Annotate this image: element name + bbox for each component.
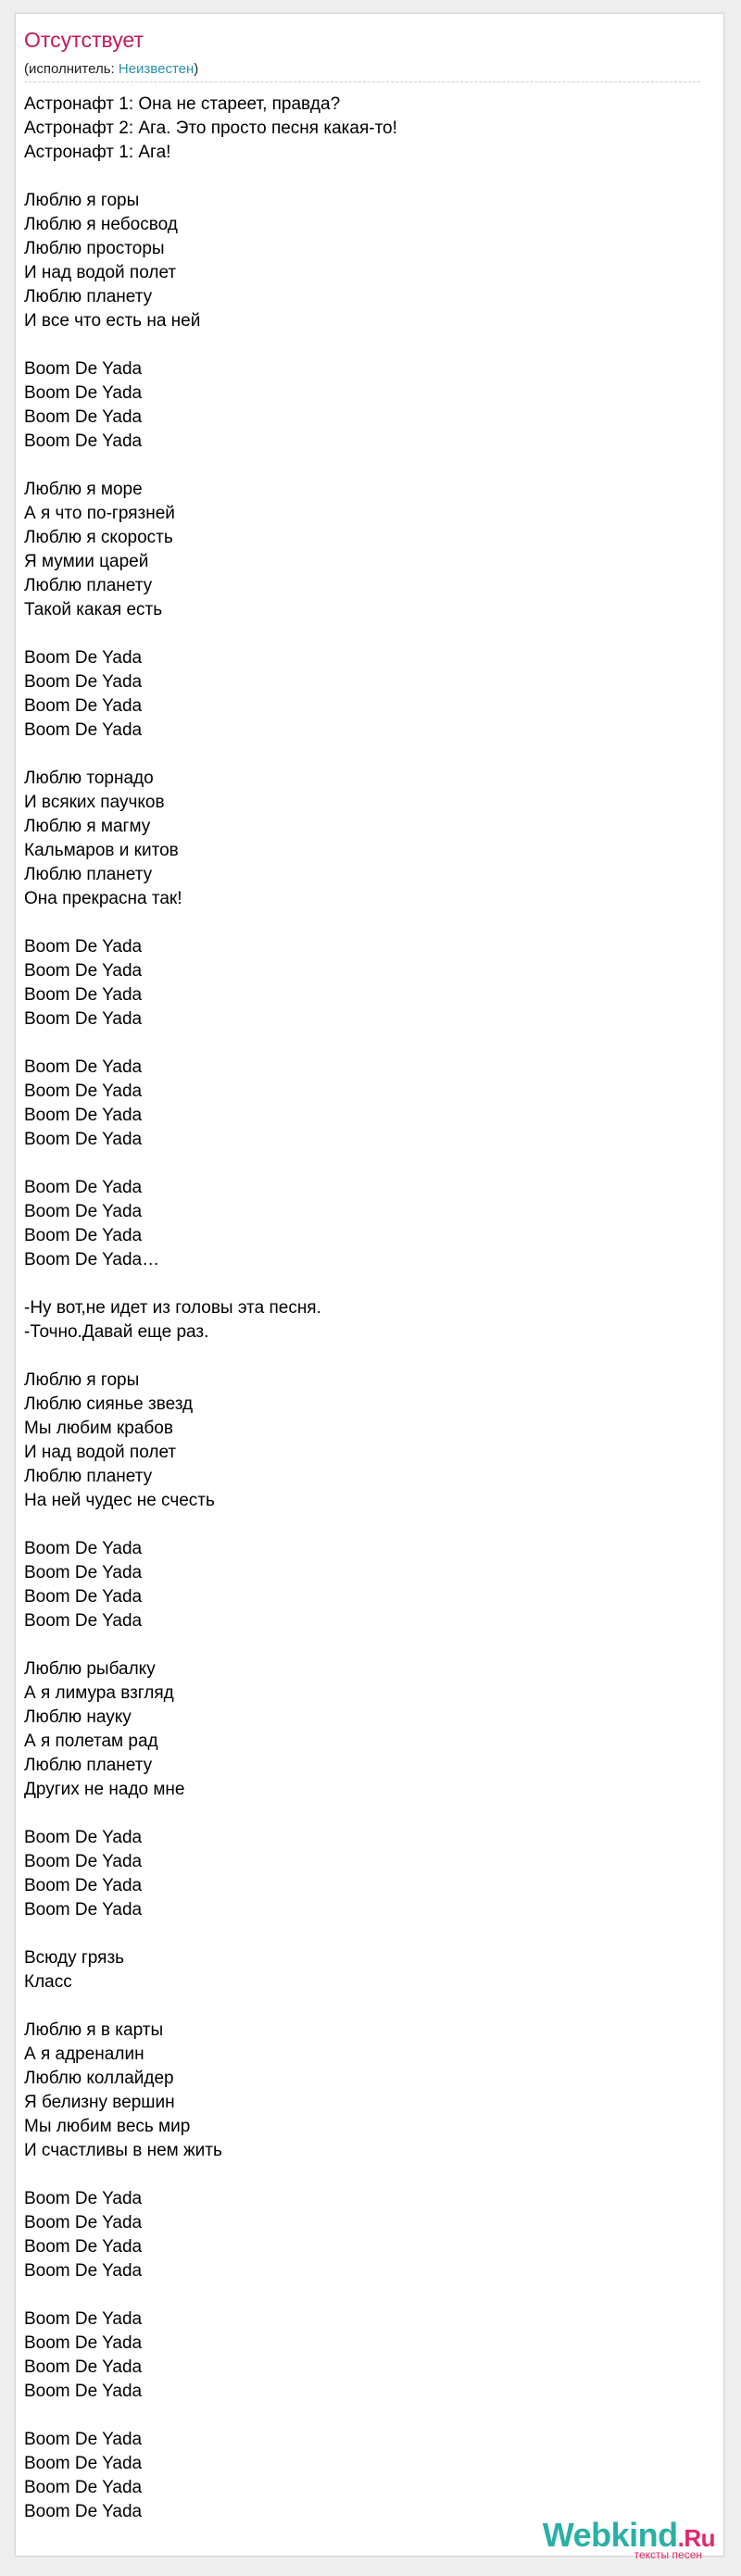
- lyric-line: Люблю планету: [24, 287, 153, 306]
- lyric-blank-line: [24, 911, 691, 935]
- lyric-line: Boom De Yada: [24, 696, 143, 716]
- lyric-line: Boom De Yada: [24, 1202, 143, 1221]
- lyric-line: Люблю я море: [24, 480, 143, 499]
- lyric-line: Boom De Yada: [24, 1130, 143, 1149]
- artist-link[interactable]: Неизвестен: [118, 61, 195, 77]
- lyric-blank-line: [24, 1513, 691, 1537]
- lyric-line: Люблю я горы: [24, 1370, 140, 1390]
- lyric-line: Boom De Yada: [24, 2189, 143, 2208]
- lyric-line: А я полетам рад: [24, 1732, 158, 1751]
- lyric-line: Она прекрасна так!: [24, 889, 182, 908]
- lyric-line: Я белизну вершин: [24, 2093, 175, 2112]
- lyric-line: Boom De Yada: [24, 2213, 143, 2232]
- lyric-line: И счастливы в нем жить: [24, 2141, 222, 2160]
- lyric-blank-line: [24, 1922, 691, 1946]
- lyric-line: Мы любим крабов: [24, 1419, 173, 1438]
- lyric-blank-line: [24, 622, 691, 646]
- lyric-line: Boom De Yada: [24, 2333, 143, 2353]
- lyric-line: Boom De Yada: [24, 359, 143, 379]
- artist-line: [24, 60, 198, 79]
- lyric-line: -Точно.Давай еще раз.: [24, 1322, 209, 1342]
- lyric-line: Такой какая есть: [24, 600, 163, 619]
- lyric-line: Boom De Yada: [24, 961, 143, 981]
- lyric-line: Boom De Yada: [24, 2357, 143, 2377]
- lyric-line: Люблю просторы: [24, 239, 165, 258]
- lyric-line: Люблю планету: [24, 576, 153, 595]
- lyric-line: Boom De Yada: [24, 2261, 143, 2281]
- lyric-blank-line: [24, 1152, 691, 1176]
- lyric-line: На ней чудес не счесть: [24, 1491, 215, 1510]
- lyric-line: Boom De Yada: [24, 1226, 143, 1245]
- lyric-line: Boom De Yada: [24, 2478, 143, 2497]
- lyric-line: Я мумии царей: [24, 552, 149, 571]
- lyric-line: Люблю коллайдер: [24, 2069, 174, 2088]
- lyric-blank-line: [24, 1344, 691, 1369]
- lyric-blank-line: [24, 2283, 691, 2307]
- lyric-line: Астронафт 2: Ага. Это просто песня какая-то!: [24, 119, 397, 138]
- logo-name: Webkind: [542, 2516, 678, 2554]
- lyric-line: Boom De Yada: [24, 1178, 143, 1197]
- lyric-line: Boom De Yada: [24, 720, 143, 740]
- lyric-line: И над водой полет: [24, 1443, 177, 1462]
- lyric-line: Люблю торнадо: [24, 769, 154, 788]
- lyric-line: Boom De Yada: [24, 1057, 143, 1077]
- lyric-blank-line: [24, 333, 691, 357]
- lyric-line: Класс: [24, 1972, 72, 1992]
- divider: [24, 81, 700, 82]
- song-title: Отсутствует: [24, 28, 144, 52]
- lyric-line: Люблю я магму: [24, 817, 151, 836]
- lyric-line: Boom De Yada: [24, 2502, 143, 2521]
- lyric-line: Boom De Yada: [24, 1611, 143, 1631]
- lyric-line: -Ну вот,не идет из головы эта песня.: [24, 1298, 321, 1318]
- lyric-blank-line: [24, 1032, 691, 1056]
- lyric-blank-line: [24, 2163, 691, 2187]
- lyric-line: Астронафт 1: Ага!: [24, 143, 171, 162]
- lyric-line: Люблю я небосвод: [24, 215, 178, 234]
- logo-tagline: тексты песен: [634, 2548, 702, 2561]
- lyric-blank-line: [24, 454, 691, 478]
- lyrics-text: [24, 93, 691, 2524]
- lyric-line: И все что есть на ней: [24, 311, 201, 331]
- lyric-line: Boom De Yada…: [24, 1250, 160, 1269]
- logo-tld: .Ru: [677, 2524, 715, 2552]
- lyric-line: Boom De Yada: [24, 1828, 143, 1847]
- site-logo[interactable]: [539, 2516, 715, 2561]
- lyric-line: Boom De Yada: [24, 407, 143, 427]
- lyric-line: А я адреналин: [24, 2045, 144, 2064]
- lyric-line: Boom De Yada: [24, 1009, 143, 1029]
- lyric-line: Boom De Yada: [24, 648, 143, 668]
- lyric-line: Люблю я скорость: [24, 528, 173, 547]
- lyric-blank-line: [24, 1272, 691, 1296]
- lyric-blank-line: [24, 1995, 691, 2019]
- lyric-line: Boom De Yada: [24, 1852, 143, 1871]
- lyric-line: Boom De Yada: [24, 1876, 143, 1895]
- lyric-line: Boom De Yada: [24, 2237, 143, 2257]
- lyric-line: Люблю рыбалку: [24, 1659, 156, 1679]
- lyric-line: Boom De Yada: [24, 1563, 143, 1582]
- lyric-line: Люблю планету: [24, 1467, 153, 1486]
- lyric-line: И над водой полет: [24, 263, 177, 282]
- lyric-line: Мы любим весь мир: [24, 2117, 191, 2136]
- lyric-blank-line: [24, 743, 691, 767]
- artist-suffix: ): [194, 61, 199, 77]
- lyric-line: Boom De Yada: [24, 1539, 143, 1558]
- lyric-blank-line: [24, 1633, 691, 1657]
- lyric-line: Люблю я в карты: [24, 2020, 164, 2040]
- lyric-line: Boom De Yada: [24, 672, 143, 692]
- lyric-line: Boom De Yada: [24, 2382, 143, 2401]
- lyric-line: И всяких паучков: [24, 793, 165, 812]
- lyric-line: Boom De Yada: [24, 431, 143, 451]
- lyric-line: Boom De Yada: [24, 1106, 143, 1125]
- artist-prefix: (исполнитель:: [24, 61, 119, 77]
- lyric-line: Boom De Yada: [24, 985, 143, 1005]
- lyric-line: Люблю планету: [24, 865, 153, 884]
- lyric-line: А я что по-грязней: [24, 504, 175, 523]
- lyric-line: Других не надо мне: [24, 1780, 185, 1799]
- lyric-line: Boom De Yada: [24, 1587, 143, 1607]
- lyric-line: Люблю науку: [24, 1707, 132, 1727]
- lyric-blank-line: [24, 2404, 691, 2428]
- lyric-line: Люблю планету: [24, 1756, 153, 1775]
- lyric-line: Boom De Yada: [24, 2309, 143, 2329]
- lyric-line: Boom De Yada: [24, 2430, 143, 2449]
- lyric-line: Кальмаров и китов: [24, 841, 179, 860]
- lyric-line: Всюду грязь: [24, 1948, 125, 1968]
- lyric-line: Астронафт 1: Она не стареет, правда?: [24, 94, 341, 114]
- lyric-blank-line: [24, 165, 691, 189]
- lyric-line: Люблю я горы: [24, 191, 140, 210]
- lyric-line: Boom De Yada: [24, 383, 143, 403]
- lyric-line: Boom De Yada: [24, 1082, 143, 1101]
- lyric-line: А я лимура взгляд: [24, 1683, 174, 1703]
- lyric-blank-line: [24, 1802, 691, 1826]
- lyric-line: Boom De Yada: [24, 937, 143, 957]
- lyric-line: Boom De Yada: [24, 1900, 143, 1919]
- lyric-line: Boom De Yada: [24, 2454, 143, 2473]
- lyric-line: Люблю сиянье звезд: [24, 1394, 194, 1414]
